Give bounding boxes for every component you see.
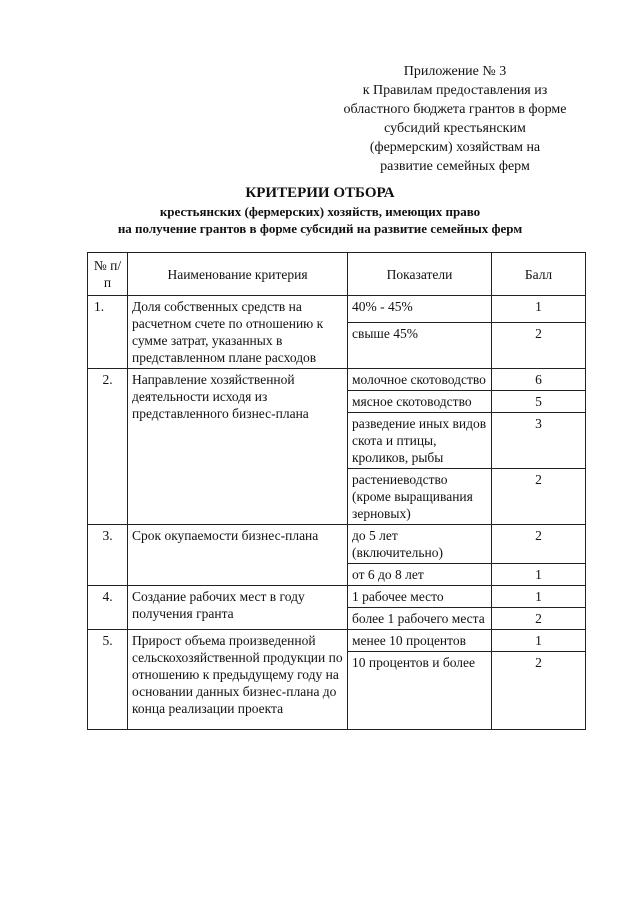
indicator-cell: до 5 лет (включительно)	[348, 525, 492, 564]
title-subline: крестьянских (фермерских) хозяйств, имеющих право	[159, 204, 481, 219]
annex-line: (фермерским) хозяйствам на	[369, 140, 541, 155]
score-cell: 2	[492, 525, 586, 564]
criterion-name: Прирост объема произведенной сельскохозяйственной продукции по отношению к предыдущему году на основании данных бизнес-плана до конца реализации проекта	[128, 630, 348, 730]
criterion-number: 5.	[88, 630, 128, 730]
indicator-cell: молочное скотоводство	[348, 369, 492, 391]
annex-header	[320, 62, 590, 176]
table-row	[88, 296, 586, 323]
score-cell: 1	[492, 564, 586, 586]
criterion-number: 2.	[88, 369, 128, 525]
title-subline: на получение грантов в форме субсидий на развитие семейных ферм	[117, 221, 523, 236]
criterion-number: 3.	[88, 525, 128, 586]
criterion-name: Срок окупаемости бизнес-плана	[128, 525, 348, 586]
score-cell: 5	[492, 391, 586, 413]
header-indicator: Показатели	[348, 253, 492, 296]
annex-line: Приложение № 3	[403, 64, 507, 79]
indicator-cell: более 1 рабочего места	[348, 608, 492, 630]
criterion-name: Доля собственных средств на расчетном счете по отношению к сумме затрат, указанных в представленном плане расходов	[128, 296, 348, 369]
score-cell: 6	[492, 369, 586, 391]
annex-line: областного бюджета грантов в форме	[343, 102, 567, 117]
header-name: Наименование критерия	[128, 253, 348, 296]
indicator-cell: мясное скотоводство	[348, 391, 492, 413]
score-cell: 2	[492, 652, 586, 730]
criterion-name: Создание рабочих мест в году получения гранта	[128, 586, 348, 630]
annex-line: развитие семейных ферм	[380, 159, 530, 174]
indicator-cell: 1 рабочее место	[348, 586, 492, 608]
indicator-cell: 40% - 45%	[348, 296, 492, 323]
criterion-number: 4.	[88, 586, 128, 630]
indicator-cell: менее 10 процентов	[348, 630, 492, 652]
annex-line: к Правилам предоставления из	[362, 83, 548, 98]
title-main: КРИТЕРИИ ОТБОРА	[245, 185, 395, 201]
score-cell: 3	[492, 413, 586, 469]
score-cell: 1	[492, 586, 586, 608]
table-row	[88, 586, 586, 608]
annex-line: субсидий крестьянским	[384, 121, 526, 136]
table-header-row	[88, 253, 586, 296]
indicator-cell: растениеводство (кроме выращивания зерновых)	[348, 469, 492, 525]
criterion-name: Направление хозяйственной деятельности исходя из представленного бизнес-плана	[128, 369, 348, 525]
document-title	[0, 184, 640, 237]
table-row	[88, 525, 586, 564]
score-cell: 2	[492, 469, 586, 525]
criteria-table	[87, 252, 586, 730]
criterion-number: 1.	[88, 296, 128, 369]
score-cell: 1	[492, 296, 586, 323]
score-cell: 2	[492, 323, 586, 369]
indicator-cell: 10 процентов и более	[348, 652, 492, 730]
header-num: № п/п	[88, 253, 128, 296]
indicator-cell: свыше 45%	[348, 323, 492, 369]
score-cell: 2	[492, 608, 586, 630]
score-cell: 1	[492, 630, 586, 652]
table-row	[88, 630, 586, 652]
indicator-cell: разведение иных видов скота и птицы, кроликов, рыбы	[348, 413, 492, 469]
table-row	[88, 369, 586, 391]
header-score: Балл	[492, 253, 586, 296]
indicator-cell: от 6 до 8 лет	[348, 564, 492, 586]
